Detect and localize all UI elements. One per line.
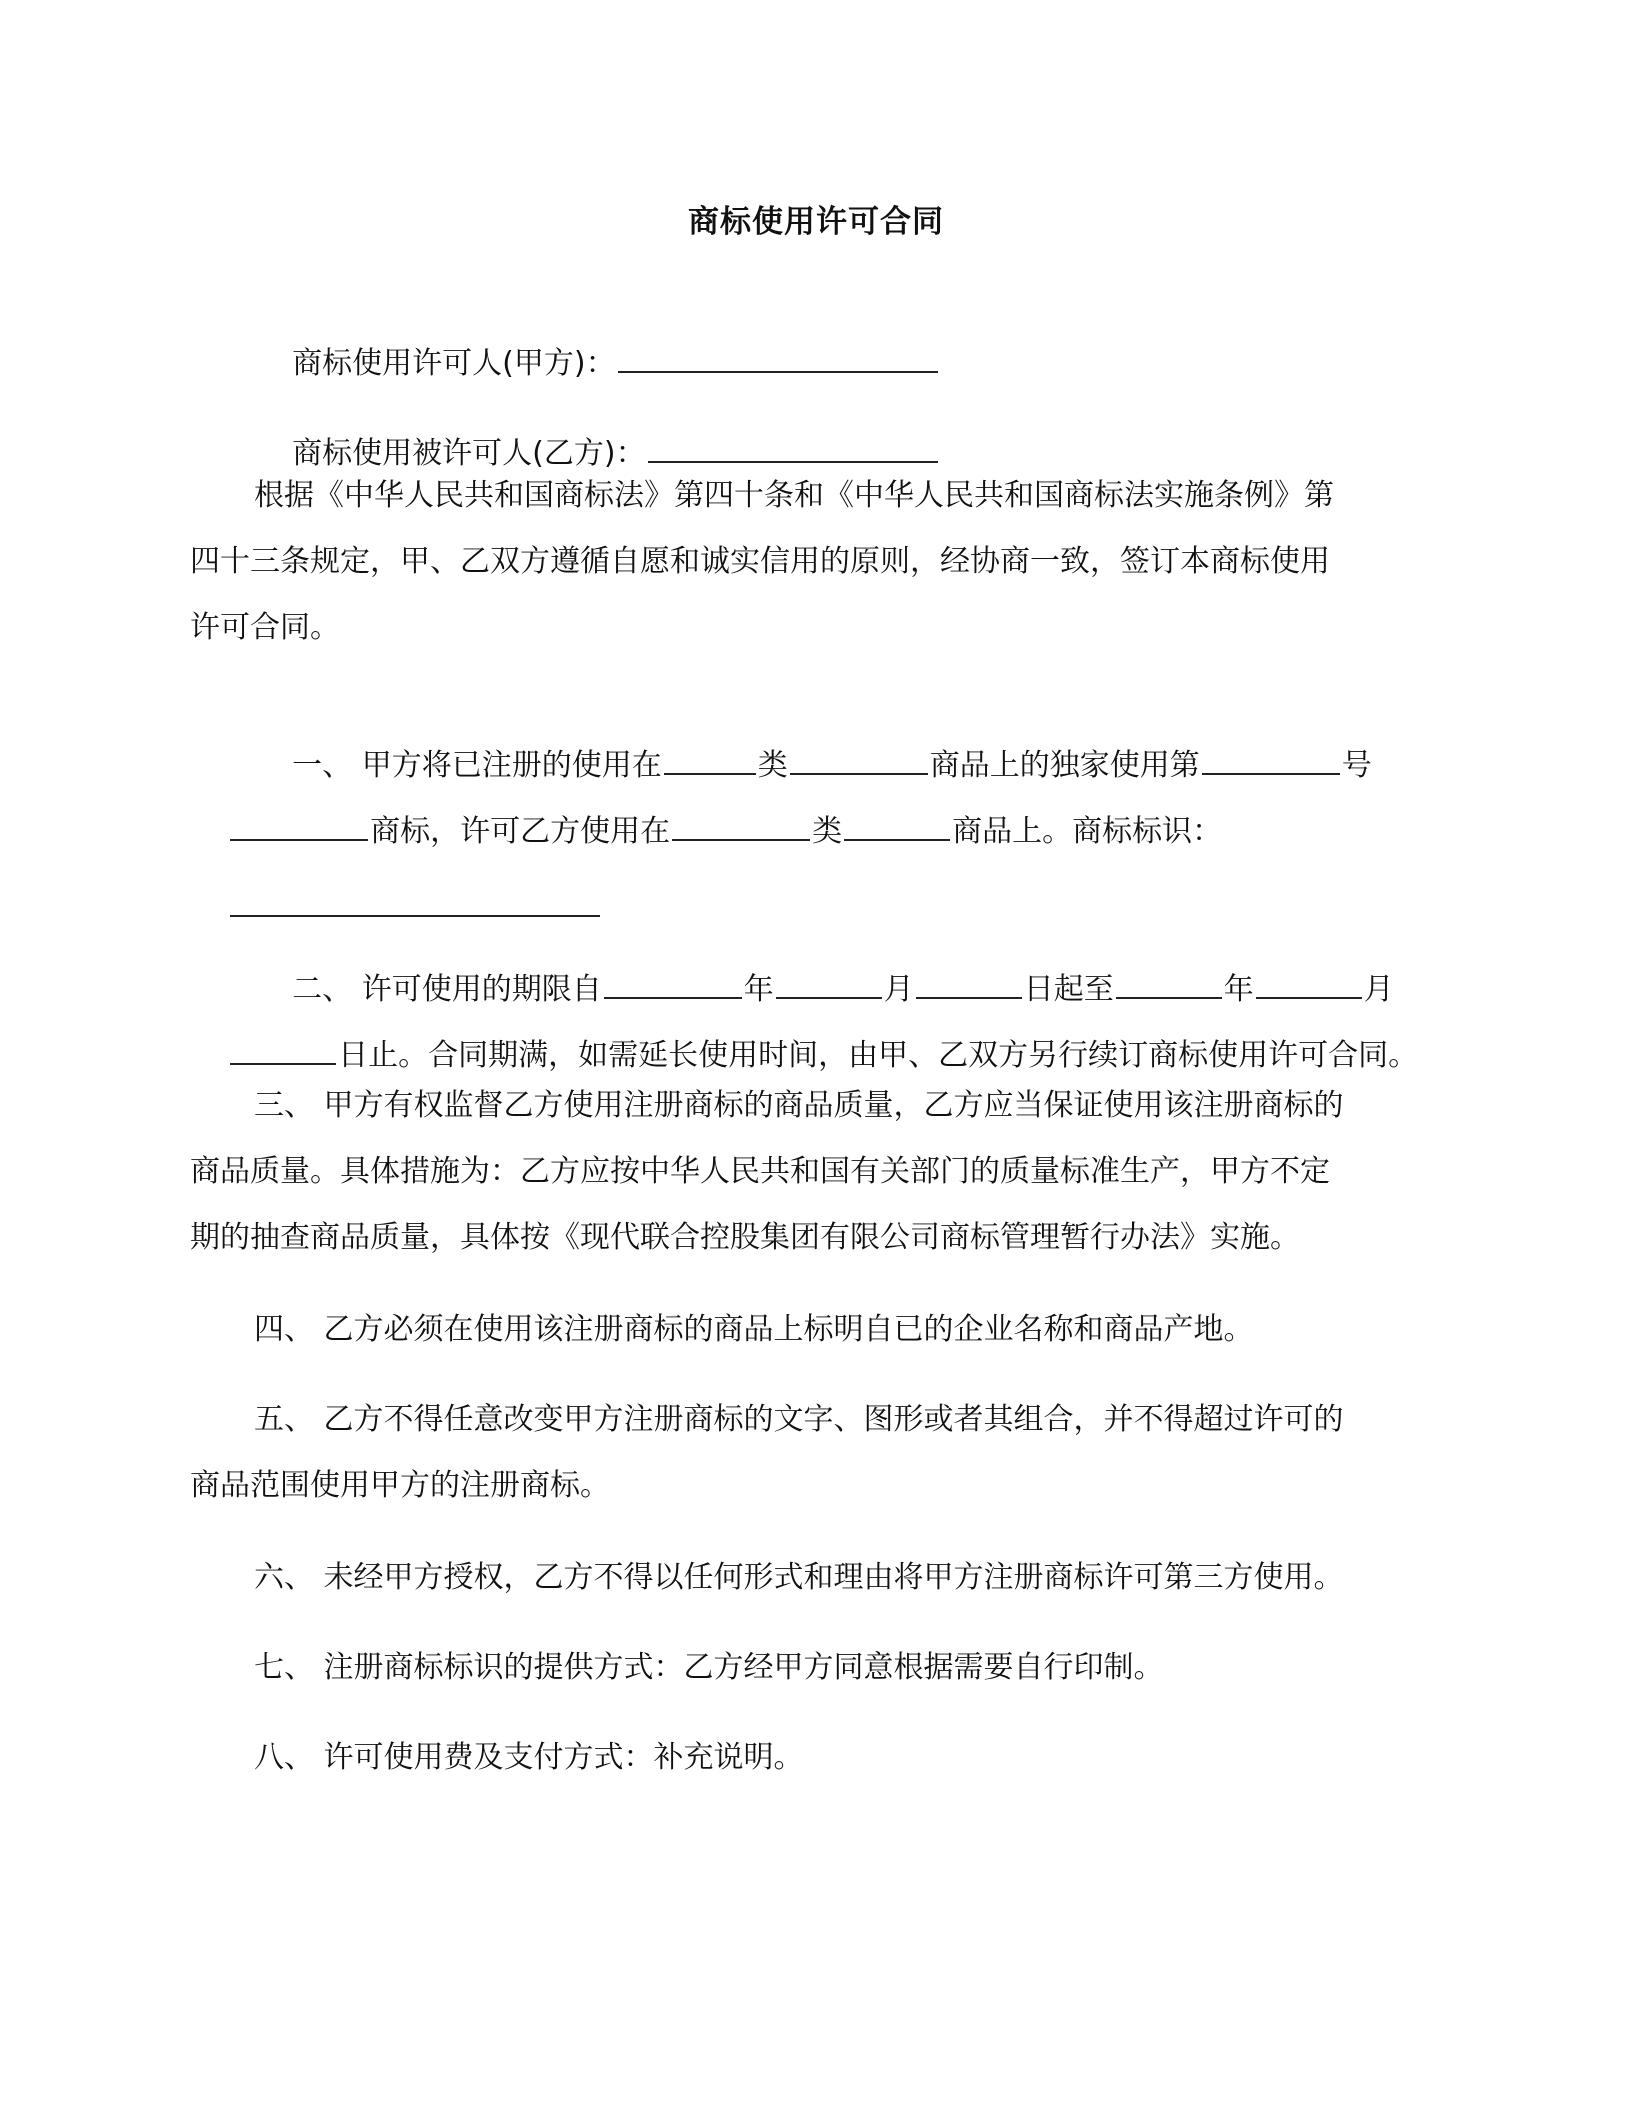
clause-5-line-2: 商品范围使用甲方的注册商标。 [190, 1468, 610, 1503]
page-title: 商标使用许可合同 [688, 204, 944, 240]
clause-5-line-1: 五、 乙方不得任意改变甲方注册商标的文字、图形或者其组合，并不得超过许可的 [254, 1402, 1344, 1437]
party-a-blank[interactable] [618, 345, 938, 373]
party-b-blank[interactable] [648, 435, 938, 463]
clause-1-class-text: 类 [757, 748, 788, 783]
goods-blank-2[interactable] [844, 813, 950, 841]
end-year-label: 年 [1223, 972, 1254, 1007]
party-a-label: 商标使用许可人(甲方)： [292, 346, 616, 381]
intro-line-3: 许可合同。 [190, 610, 340, 645]
clause-3-line-3: 期的抽查商品质量，具体按《现代联合控股集团有限公司商标管理暂行办法》实施。 [190, 1220, 1300, 1255]
start-year-label: 年 [743, 972, 774, 1007]
clause-8: 八、 许可使用费及支付方式：补充说明。 [254, 1740, 804, 1775]
clause-3-line-1: 三、 甲方有权监督乙方使用注册商标的商品质量，乙方应当保证使用该注册商标的 [254, 1088, 1344, 1123]
trademark-blank[interactable] [230, 813, 368, 841]
clause-4: 四、 乙方必须在使用该注册商标的商品上标明自已的企业名称和商品产地。 [254, 1312, 1254, 1347]
start-month-label: 月 [883, 972, 914, 1007]
class-blank-2[interactable] [672, 813, 810, 841]
start-day-label: 日起至 [1023, 972, 1114, 1007]
end-month-label: 月 [1363, 972, 1394, 1007]
intro-line-1: 根据《中华人民共和国商标法》第四十条和《中华人民共和国商标法实施条例》第 [254, 478, 1334, 513]
clause-1-line-2-part-3: 商品上。商标标识： [952, 814, 1223, 849]
clause-1-line-2-part-2: 类 [812, 814, 843, 849]
clause-1-prefix: 一、 甲方将已注册的使用在 [292, 748, 662, 783]
clause-1-goods-text: 商品上的独家使用第 [929, 748, 1200, 783]
trademark-identifier-blank[interactable] [230, 889, 600, 917]
clause-6: 六、 未经甲方授权，乙方不得以任何形式和理由将甲方注册商标许可第三方使用。 [254, 1560, 1344, 1595]
clause-2-prefix: 二、 许可使用的期限自 [292, 972, 602, 1007]
clause-1-line-2-part-1: 商标，许可乙方使用在 [370, 814, 671, 849]
party-b-label: 商标使用被许可人(乙方)： [292, 436, 646, 471]
clause-2-line-2-text: 日止。合同期满，如需延长使用时间，由甲、乙双方另行续订商标使用许可合同。 [338, 1038, 1419, 1073]
end-day-blank[interactable] [230, 1037, 336, 1065]
clause-1-number-text: 号 [1341, 748, 1372, 783]
clause-7: 七、 注册商标标识的提供方式：乙方经甲方同意根据需要自行印制。 [254, 1650, 1164, 1685]
clause-3-line-2: 商品质量。具体措施为：乙方应按中华人民共和国有关部门的质量标准生产，甲方不定 [190, 1154, 1330, 1189]
intro-line-2: 四十三条规定，甲、乙双方遵循自愿和诚实信用的原则，经协商一致，签订本商标使用 [190, 544, 1330, 579]
